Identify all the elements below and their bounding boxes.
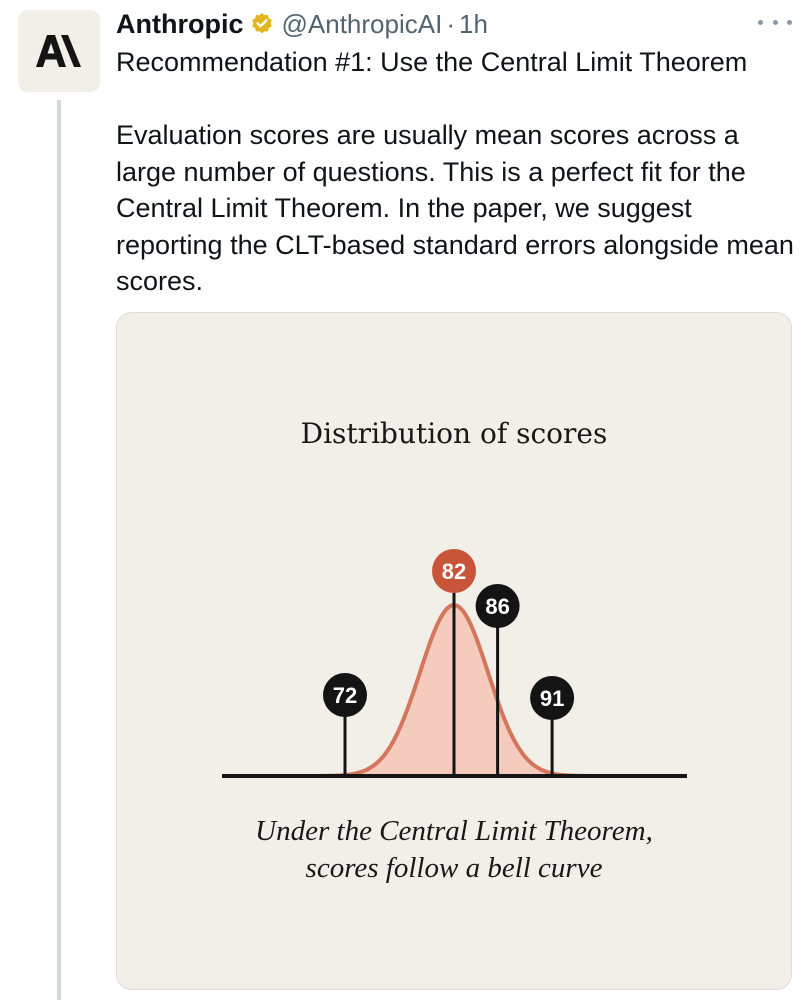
chart-caption: Under the Central Limit Theorem, scores follow a bell curve [255, 815, 653, 884]
thread-line [57, 100, 61, 1000]
author-name[interactable]: Anthropic [116, 8, 244, 39]
tweet-text: Recommendation #1: Use the Central Limit Theorem Evaluation scores are usually mean scores across a large number of questions. This is a perfect fit for the Central Limit Theorem. In the paper, we suggest reporting the CLT-based standard errors alongside mean scores. [116, 47, 794, 296]
anthropic-logo-icon [36, 35, 82, 67]
marker-label-82: 82 [441, 559, 467, 584]
verified-badge-icon [250, 12, 274, 36]
avatar[interactable] [18, 10, 100, 92]
timestamp[interactable]: 1h [458, 8, 488, 39]
media-card[interactable] [116, 312, 792, 990]
more-options-icon[interactable] [758, 12, 792, 32]
marker-label-86: 86 [485, 594, 510, 619]
marker-label-91: 91 [539, 686, 565, 711]
bell-curve-fill [267, 605, 637, 776]
separator-dot: · [446, 8, 455, 39]
marker-label-72: 72 [332, 683, 358, 708]
bell-curve-chart [117, 313, 791, 989]
author-handle[interactable]: @AnthropicAI [281, 8, 443, 39]
tweet-header [116, 4, 488, 44]
chart-title: Distribution of scores [300, 417, 608, 450]
